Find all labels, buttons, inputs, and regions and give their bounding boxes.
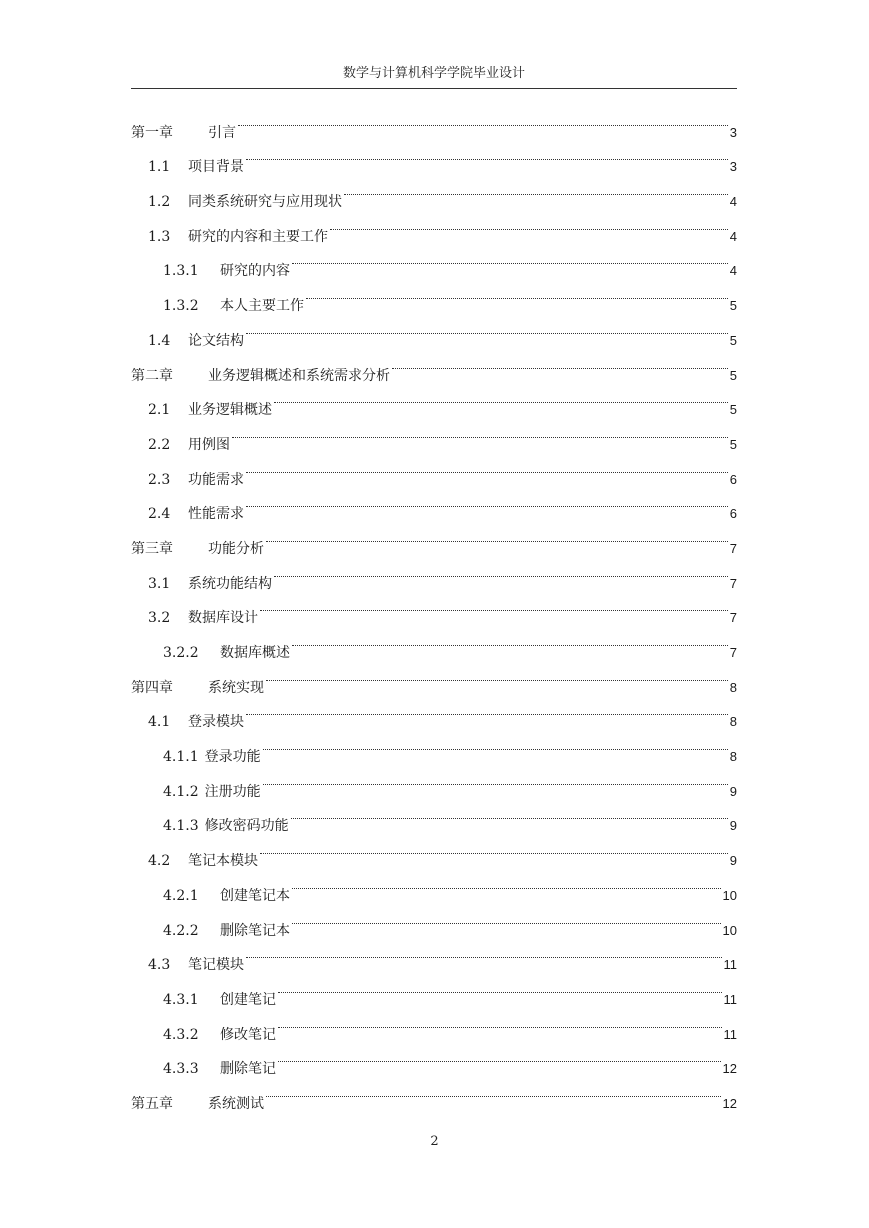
toc-dot-leader [292,622,728,657]
toc-dot-leader [278,1004,722,1039]
toc-entry-page: 12 [722,1095,737,1111]
toc-entry-title: 登录模块 [188,714,244,731]
toc-entry-title: 数据库设计 [188,610,258,627]
toc-entry-title: 本人主要工作 [220,298,304,315]
toc-entry-number: 4.2.1 [163,887,199,904]
toc-entry-page: 9 [729,853,737,869]
toc-entry-number: 4.1.3 [163,818,199,835]
toc-entry-title: 研究的内容和主要工作 [188,228,328,245]
toc-entry-page: 5 [729,402,737,418]
toc-entry-page: 5 [729,298,737,314]
toc-entry-page: 6 [729,471,737,487]
toc-dot-leader [292,241,728,276]
toc-entry-title: 项目背景 [188,159,244,176]
toc-entry-number: 2.1 [148,402,171,419]
toc-entry-number: 1.3.2 [163,298,199,315]
toc-dot-leader [344,171,728,206]
toc-entry-number: 2.4 [148,506,171,523]
toc-entry-number: 4.1.2 [163,783,199,800]
toc-entry-title: 功能需求 [188,471,244,488]
toc-entry-title: 同类系统研究与应用现状 [188,194,342,211]
toc-dot-leader [278,969,722,1004]
toc-entry-number: 1.4 [148,332,171,349]
toc-dot-leader [278,1039,721,1074]
toc-dot-leader [330,206,728,241]
toc-dot-leader [232,414,728,449]
toc-entry-number: 4.1.1 [163,749,199,766]
toc-dot-leader [246,484,728,519]
toc-entry-page: 8 [729,679,737,695]
toc-entry-title: 功能分析 [208,540,264,557]
toc-entry-title: 删除笔记 [220,1061,276,1078]
toc-entry-page: 10 [722,887,737,903]
toc-entry-page: 9 [729,818,737,834]
toc-entry-number: 3.2 [148,610,171,627]
toc-dot-leader [260,830,728,865]
toc-entry-page: 6 [729,506,737,522]
toc-entry-page: 12 [722,1061,737,1077]
page-header: 数学与计算机科学学院毕业设计 [342,66,525,81]
toc-entry-number: 第三章 [131,540,173,557]
toc-entry-title: 系统实现 [208,679,264,696]
toc-entry-title: 修改笔记 [220,1026,276,1043]
toc-entry[interactable] [131,102,737,141]
toc-entry-number: 1.2 [148,194,171,211]
toc-entry-title: 笔记模块 [188,957,244,974]
toc-entry-title: 系统测试 [208,1095,264,1112]
toc-entry-number: 3.2.2 [163,645,199,661]
toc-dot-leader [292,900,721,935]
toc-entry-page: 5 [729,367,737,383]
toc-entry-page: 11 [723,957,737,973]
toc-entry-number: 2.2 [148,436,171,453]
toc-dot-leader [266,1073,721,1108]
toc-entry-title: 性能需求 [188,506,244,523]
toc-entry-page: 8 [729,714,737,730]
toc-entry-page: 7 [729,645,737,660]
toc-entry-page: 5 [729,332,737,348]
toc-entry-number: 1.3.1 [163,263,199,280]
toc-entry-number: 4.3.3 [163,1061,199,1078]
toc-entry-page: 7 [729,610,737,626]
toc-entry-page: 4 [729,263,737,279]
toc-dot-leader [263,761,728,796]
toc-entry-title: 笔记本模块 [188,853,258,870]
toc-dot-leader [238,102,728,137]
toc-entry-title: 数据库概述 [220,645,290,661]
toc-entry-number: 1.3 [148,228,171,245]
toc-entry-title: 研究的内容 [220,263,290,280]
toc-dot-leader [246,935,722,970]
toc-dot-leader [266,657,728,692]
toc-dot-leader [274,553,728,588]
toc-entry-page: 10 [722,922,737,938]
toc-dot-leader [246,310,728,345]
toc-entry-number: 4.2.2 [163,922,199,939]
toc-entry-page: 9 [729,783,737,799]
toc-entry-page: 8 [729,749,737,765]
toc-entry-number: 第二章 [131,367,173,384]
toc-entry-page: 3 [729,124,737,140]
toc-dot-leader [274,380,728,415]
toc-entry-page: 11 [723,991,737,1007]
toc-entry-page: 4 [729,228,737,244]
toc-entry-page: 7 [729,575,737,591]
toc-entry-number: 第五章 [131,1095,173,1112]
toc-entry-number: 第一章 [131,124,173,141]
toc-entry-number: 4.1 [148,714,171,731]
toc-entry-title: 用例图 [188,436,230,453]
toc-dot-leader [392,345,728,380]
toc-entry-number: 2.3 [148,471,171,488]
toc-entry-title: 系统功能结构 [188,575,272,592]
header-rule [131,88,737,89]
toc-entry-title: 业务逻辑概述和系统需求分析 [208,367,390,384]
toc-entry-number: 4.2 [148,853,171,870]
toc-dot-leader [306,275,728,310]
toc-entry-number: 第四章 [131,679,173,696]
toc-dot-leader [246,449,728,484]
toc-entry-title: 引言 [208,124,236,141]
toc-entry-number: 4.3 [148,957,171,974]
toc-entry-number: 4.3.1 [163,991,199,1008]
toc-entry-title: 登录功能 [204,749,261,766]
page-number: 2 [430,1134,439,1149]
toc-entry-page: 7 [729,540,737,556]
toc-dot-leader [246,692,728,727]
toc-entry-title: 创建笔记 [220,991,276,1008]
toc-entry-title: 修改密码功能 [204,818,289,835]
toc-entry-title: 论文结构 [188,332,244,349]
toc-dot-leader [246,137,728,172]
toc-entry-page: 11 [723,1026,737,1042]
toc-dot-leader [260,588,728,623]
toc-entry-title: 注册功能 [204,783,261,800]
toc-entry-title: 创建笔记本 [220,887,290,904]
toc-entry-title: 删除笔记本 [220,922,290,939]
toc-entry-number: 4.3.2 [163,1026,199,1043]
toc-entry-page: 4 [729,194,737,210]
toc-dot-leader [266,518,728,553]
toc-entry-title: 业务逻辑概述 [188,402,272,419]
toc-dot-leader [291,796,728,831]
toc-entry-page: 5 [729,436,737,452]
table-of-contents [131,102,737,1112]
toc-entry-number: 3.1 [148,575,171,592]
toc-entry-number: 1.1 [148,159,171,176]
toc-entry-page: 3 [729,159,737,175]
toc-dot-leader [263,726,728,761]
toc-dot-leader [292,865,721,900]
